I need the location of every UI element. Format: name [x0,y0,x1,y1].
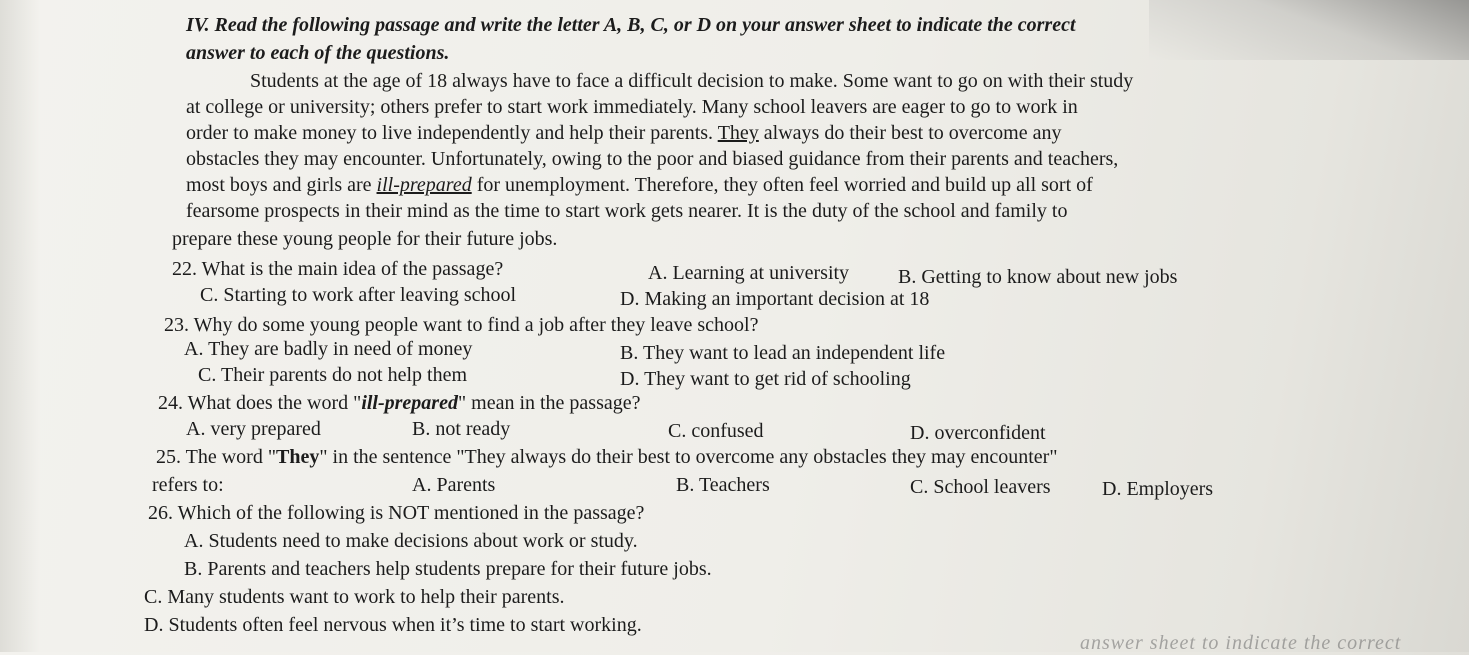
section-heading-line2: answer to each of the questions. [186,42,450,64]
question-26-option-c: C. Many students want to work to help their parents. [144,586,565,608]
passage-line-4: obstacles they may encounter. Unfortunately, owing to the poor and biased guidance from their parents and teachers, [186,148,1119,170]
passage-line-3-start: order to make money to live independently and help their parents. [186,122,718,144]
question-25-option-a: A. Parents [412,474,496,496]
question-24-option-c: C. confused [668,420,764,442]
question-23-option-b: B. They want to lead an independent life [620,342,946,364]
passage-line-7: prepare these young people for their future jobs. [172,228,558,250]
question-24-stem [158,392,641,414]
question-25-stem-start: 25. The word " [156,446,276,468]
page-shadow-left [0,0,40,652]
underlined-word-they: They [717,122,759,144]
passage-line-5 [186,174,1093,196]
passage-line-2: at college or university; others prefer to start work immediately. Many school leavers are eager to go to work in [186,96,1078,118]
question-23-stem: 23. Why do some young people want to find a job after they leave school? [164,314,759,336]
passage-line-1: Students at the age of 18 always have to face a difficult decision to make. Some want to go on with their study [250,70,1134,92]
underlined-word-ill-prepared: ill-prepared [376,174,472,196]
question-24-option-d: D. overconfident [910,422,1046,444]
question-24-stem-start: 24. What does the word " [158,392,362,414]
question-23-option-c: C. Their parents do not help them [198,364,468,386]
page-shadow-top-right [1149,0,1469,60]
question-26-stem: 26. Which of the following is NOT mentioned in the passage? [148,502,645,524]
question-25-refers-to: refers to: [152,474,224,496]
question-25-option-c: C. School leavers [910,476,1051,498]
question-24-option-a: A. very prepared [186,418,321,440]
passage-line-6: fearsome prospects in their mind as the time to start work gets nearer. It is the duty of the school and family to [186,200,1068,222]
question-25-option-d: D. Employers [1102,478,1214,500]
passage-line-3 [186,122,1061,144]
question-24-stem-end: " mean in the passage? [457,392,641,414]
question-25-stem-end: " in the sentence "They always do their best to overcome any obstacles they may encounter" [319,446,1058,468]
question-26-option-d: D. Students often feel nervous when it’s time to start working. [144,614,642,636]
passage-line-5-start: most boys and girls are [186,174,377,196]
question-25-target-word: They [276,446,320,468]
section-heading-line1: IV. Read the following passage and write the letter A, B, C, or D on your answer sheet to indicate the correct [186,14,1076,36]
question-26-option-a: A. Students need to make decisions about work or study. [184,530,638,552]
question-24-option-b: B. not ready [412,418,511,440]
question-25-stem [156,446,1057,468]
question-23-option-a: A. They are badly in need of money [184,338,473,360]
question-24-target-word: ill-prepared [361,392,458,414]
question-23-option-d: D. They want to get rid of schooling [620,368,911,390]
bleed-through-text: answer sheet to indicate the correct [1080,632,1402,654]
question-22-stem: 22. What is the main idea of the passage? [172,258,504,280]
question-22-option-a: A. Learning at university [648,262,850,284]
question-26-option-b: B. Parents and teachers help students prepare for their future jobs. [184,558,712,580]
passage-line-5-end: for unemployment. Therefore, they often feel worried and build up all sort of [471,174,1093,196]
question-22-option-d: D. Making an important decision at 18 [620,288,930,310]
question-22-option-b: B. Getting to know about new jobs [898,266,1178,288]
question-25-option-b: B. Teachers [676,474,770,496]
question-22-option-c: C. Starting to work after leaving school [200,284,517,306]
passage-line-3-end: always do their best to overcome any [758,122,1062,144]
